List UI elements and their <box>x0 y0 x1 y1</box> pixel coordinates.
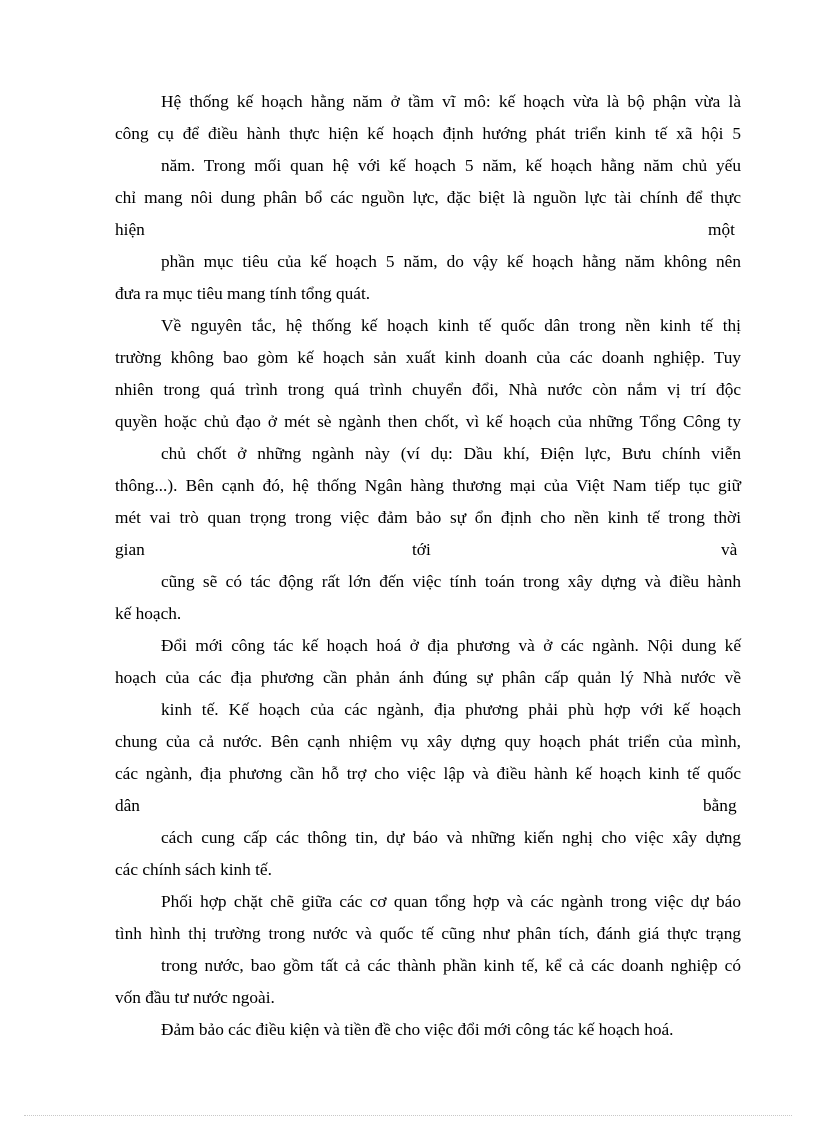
paragraph-line: một <box>708 220 735 239</box>
paragraph-line: Đảm bảo các điều kiện và tiền đề cho việc đổi mới công tác kế hoạch hoá. <box>161 1020 674 1039</box>
paragraph-line: đưa ra mục tiêu mang tính tổng quát. <box>115 284 371 303</box>
paragraph-line: cách cung cấp các thông tin, dự báo và những kiến nghị cho việc xây dựng <box>161 828 741 847</box>
paragraph-line: công cụ để điều hành thực hiện kế hoạch định hướng phát triển kinh tế xã hội 5 <box>115 124 741 143</box>
paragraph-line: trường không bao gòm kế hoạch sản xuất kinh doanh của các doanh nghiệp. Tuy <box>115 348 741 367</box>
paragraph-line: vốn đầu tư nước ngoài. <box>115 988 275 1007</box>
paragraph-line: tới <box>412 540 431 559</box>
paragraph-line: tình hình thị trường trong nước và quốc tế cũng như phân tích, đánh giá thực trạng <box>115 924 741 943</box>
paragraph-line: mét vai trò quan trọng trong việc đảm bảo sự ổn định cho nền kinh tế trong thời <box>115 508 741 527</box>
paragraph-line: kế hoạch. <box>115 604 182 623</box>
paragraph-line: dân <box>115 796 140 815</box>
paragraph-line: các chính sách kinh tế. <box>115 860 272 879</box>
paragraph-line: Hệ thống kế hoạch hằng năm ở tầm vĩ mô: kế hoạch vừa là bộ phận vừa là <box>161 92 741 111</box>
paragraph-line: gian <box>115 540 145 559</box>
paragraph-line: các ngành, địa phương cần hỗ trợ cho việc lập và điều hành kế hoạch kinh tế quốc <box>115 764 741 783</box>
paragraph-line: quyền hoặc chủ đạo ở mét sè ngành then chốt, vì kế hoạch của những Tổng Công ty <box>115 412 741 431</box>
paragraph-line: hiện <box>115 220 145 239</box>
paragraph-line: trong nước, bao gồm tất cả các thành phần kinh tế, kể cả các doanh nghiệp có <box>161 956 741 975</box>
paragraph-line: năm. Trong mối quan hệ với kế hoạch 5 năm, kế hoạch hằng năm chủ yếu <box>161 156 741 175</box>
paragraph-line: cũng sẽ có tác động rất lớn đến việc tính toán trong xây dựng và điều hành <box>161 572 741 591</box>
paragraph-line: bằng <box>703 796 737 815</box>
page-bottom-divider <box>24 1115 792 1116</box>
paragraph-line: chỉ mang nôi dung phân bổ các nguồn lực, đặc biệt là nguồn lực tài chính để thực <box>115 188 741 207</box>
paragraph-line: hoạch của các địa phương cần phản ánh đúng sự phân cấp quản lý Nhà nước về <box>115 668 741 687</box>
paragraph-line: Phối hợp chặt chẽ giữa các cơ quan tổng hợp và các ngành trong việc dự báo <box>161 892 741 911</box>
paragraph-line: chung của cả nước. Bên cạnh nhiệm vụ xây dựng quy hoạch phát triển của mình, <box>115 732 741 751</box>
paragraph-line: thông...). Bên cạnh đó, hệ thống Ngân hàng thương mại của Việt Nam tiếp tục giữ <box>115 476 741 495</box>
paragraph-line: Đổi mới công tác kế hoạch hoá ở địa phương và ở các ngành. Nội dung kế <box>161 636 741 655</box>
paragraph-line: kinh tế. Kế hoạch của các ngành, địa phương phải phù hợp với kế hoạch <box>161 700 741 719</box>
paragraph-line: và <box>721 540 738 559</box>
paragraph-line: Về nguyên tắc, hệ thống kế hoạch kinh tế quốc dân trong nền kinh tế thị <box>161 316 741 335</box>
paragraph-line: nhiên trong quá trình trong quá trình chuyển đổi, Nhà nước còn nắm vị trí độc <box>115 380 741 399</box>
paragraph-line: phần mục tiêu của kế hoạch 5 năm, do vậy kế hoạch hằng năm không nên <box>161 252 741 271</box>
paragraph-line: chủ chốt ở những ngành này (ví dụ: Dầu khí, Điện lực, Bưu chính viễn <box>161 444 741 463</box>
